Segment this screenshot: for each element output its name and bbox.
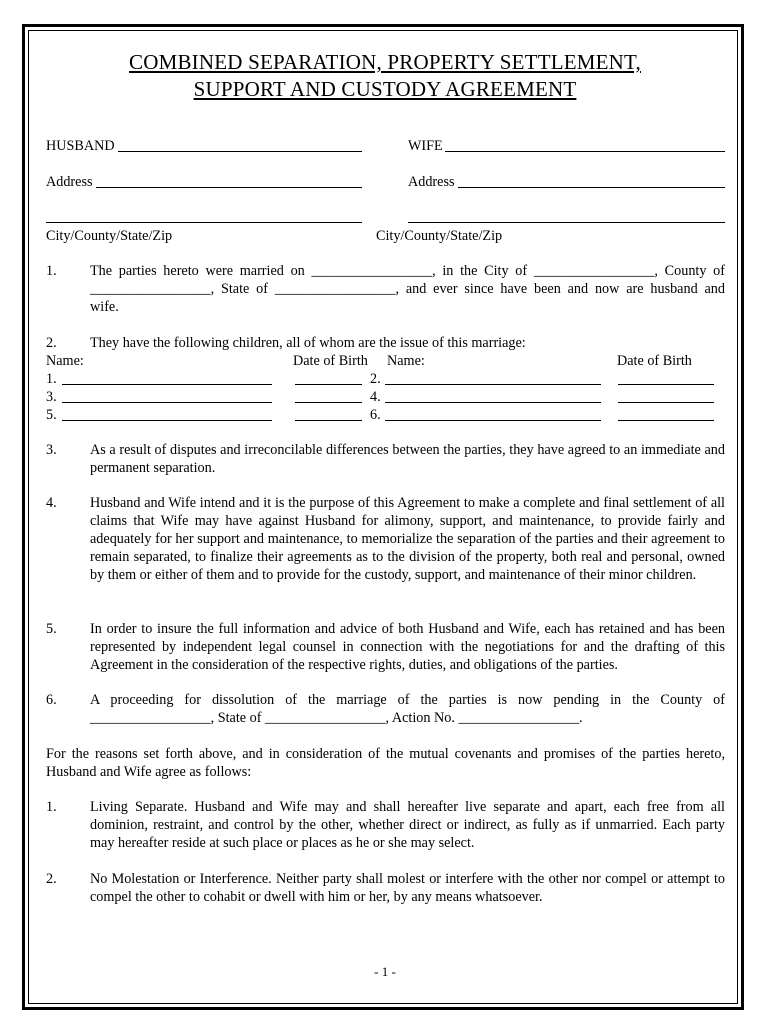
recital-number: 5. [46,621,57,637]
husband-name-field[interactable] [118,151,362,152]
husband-city-label: City/County/State/Zip [46,228,173,244]
husband-city-field[interactable] [46,222,362,223]
child-row-number: 6. [370,407,381,423]
children-name-header-left: Name: [46,353,84,369]
child-name-field[interactable] [385,384,601,385]
child-dob-field[interactable] [618,420,714,421]
agreement-transition: For the reasons set forth above, and in consideration of the mutual covenants and promises of the parties hereto, Husband and Wife agree as follows: [46,746,725,780]
child-dob-field[interactable] [295,402,362,403]
recital-number: 3. [46,442,57,458]
recital-3-text: As a result of disputes and irreconcilable differences between the parties, they have agreed to an immediate and permanent separation. [90,442,725,476]
child-row-number: 3. [46,389,57,405]
child-dob-field[interactable] [618,402,714,403]
children-name-header-right: Name: [387,353,425,369]
recital-1-line-1: The parties hereto were married on _________________, in the City of _________________, County of [90,263,725,279]
wife-label: WIFE [408,138,443,154]
child-row-number: 2. [370,371,381,387]
child-row-number: 1. [46,371,57,387]
recital-4-text: Husband and Wife intend and it is the purpose of this Agreement to make a complete and final settlement of all claims that Wife may have against Husband for alimony, support, and maintenance, to provide fairly and adequately for her support and maintenance, to memorialize the separation of the parties and their agreement to remain separated, to finalize their agreements as to the division of the property, both real and personal, owned by them or either of them and to provide for the custody, support, and maintenance of their minor children. [90,495,725,583]
clause-1-text: Living Separate. Husband and Wife may and shall hereafter live separate and apart, each free from all dominion, restraint, and control by the other, whether direct or indirect, as fully as if unmarried. Each party may hereafter reside at such place or places as he or she may select. [90,799,725,851]
recital-1-line-3: wife. [90,299,119,315]
wife-address-label: Address [408,174,455,190]
recital-number: 1. [46,263,57,279]
husband-label: HUSBAND [46,138,115,154]
child-name-field[interactable] [62,420,272,421]
child-dob-field[interactable] [618,384,714,385]
recital-number: 4. [46,495,57,511]
wife-city-label: City/County/State/Zip [376,228,503,244]
recital-6-line-2: _________________, State of _________________, Action No. _________________. [90,710,583,726]
child-name-field[interactable] [62,384,272,385]
wife-name-field[interactable] [445,151,725,152]
child-dob-field[interactable] [295,420,362,421]
document-title-line-1: COMBINED SEPARATION, PROPERTY SETTLEMENT, [129,50,641,74]
clause-number: 1. [46,799,57,815]
document-title-line-2: SUPPORT AND CUSTODY AGREEMENT [193,77,577,101]
child-name-field[interactable] [385,420,601,421]
children-intro: They have the following children, all of whom are the issue of this marriage: [90,335,526,351]
page-number: - 1 - [374,964,396,979]
child-dob-field[interactable] [295,384,362,385]
recital-6-line-1: A proceeding for dissolution of the marriage of the parties is now pending in the County of [90,692,725,708]
clause-number: 2. [46,871,57,887]
recital-5-text: In order to insure the full information and advice of both Husband and Wife, each has retained and has been represented by independent legal counsel in connection with the negotiations for and the drafting of this Agreement in the consideration of the respective rights, duties, and obligations of the parties. [90,621,725,673]
child-row-number: 4. [370,389,381,405]
recital-number: 2. [46,335,57,351]
husband-address-field[interactable] [96,187,362,188]
recital-number: 6. [46,692,57,708]
children-dob-header-left: Date of Birth [293,353,368,369]
child-name-field[interactable] [62,402,272,403]
recital-1-line-2: _________________, State of _________________, and ever since have been and now are husband and [90,281,725,297]
wife-address-field[interactable] [458,187,725,188]
children-dob-header-right: Date of Birth [617,353,692,369]
child-name-field[interactable] [385,402,601,403]
clause-2-text: No Molestation or Interference. Neither party shall molest or interfere with the other nor compel or attempt to compel the other to cohabit or dwell with him or her, by any means whatsoever. [90,871,725,905]
child-row-number: 5. [46,407,57,423]
husband-address-label: Address [46,174,93,190]
wife-city-field[interactable] [408,222,725,223]
